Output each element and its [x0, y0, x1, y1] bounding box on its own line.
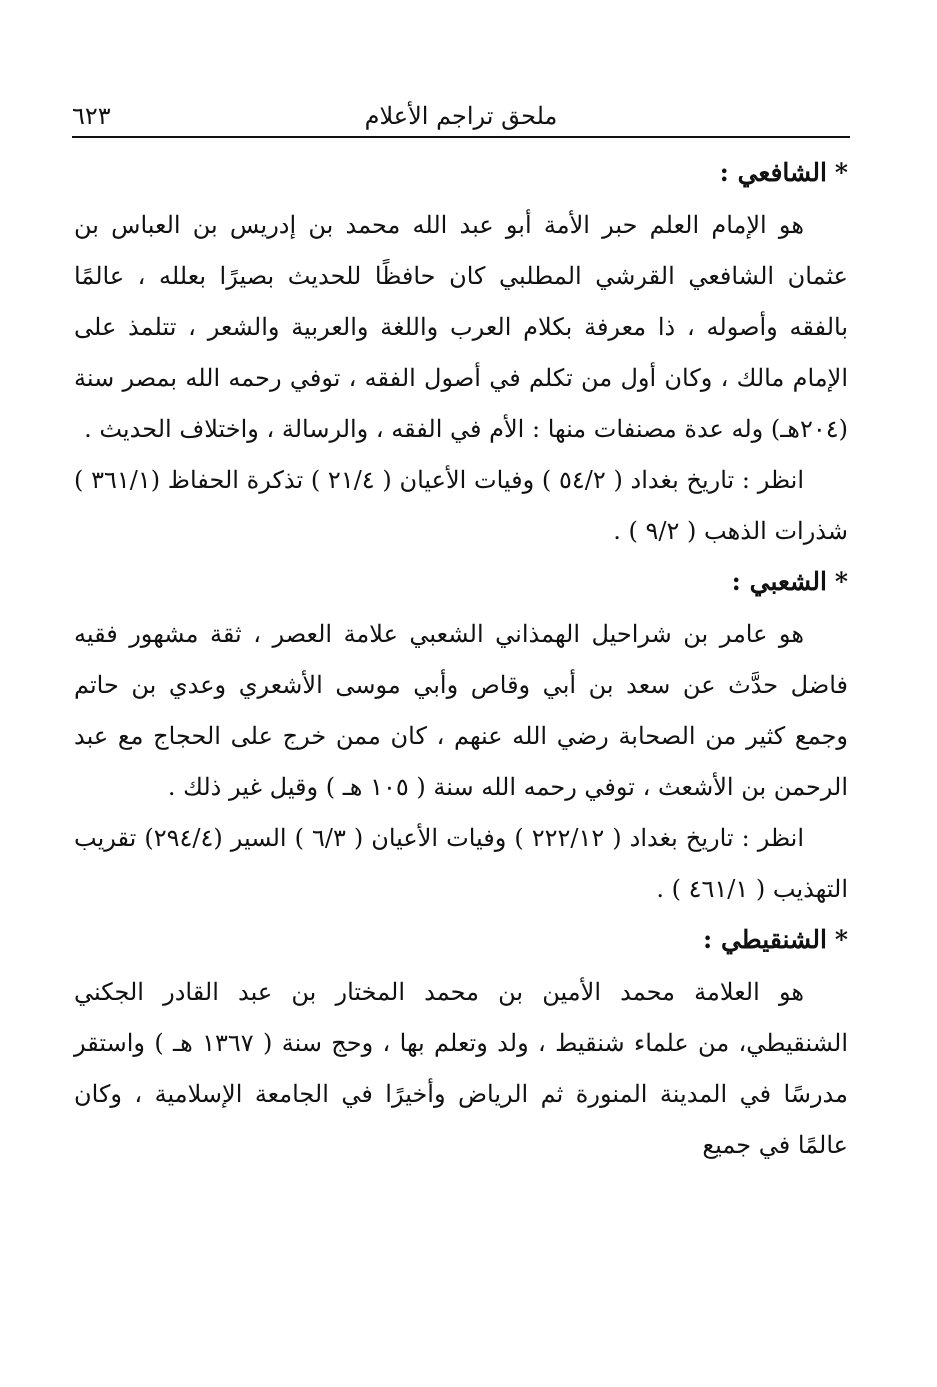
entry-biography: هو عامر بن شراحيل الهمذاني الشعبي علامة العصر ، ثقة مشهور فقيه فاضل حدَّث عن سعد بن أبي وقاص وأبي موسى الأشعري وعدي بن حاتم وجمع كثير من الصحابة رضي الله عنهم ، كان ممن خرج على الحجاج مع عبد الرحمن بن الأشعث ، توفي رحمه الله سنة ( ١٠٥ هـ ) وقيل غير ذلك .: [74, 620, 848, 801]
entry-title: [74, 925, 848, 955]
entry-title: [74, 158, 848, 188]
entry-title-text: الشنقيطي :: [703, 925, 827, 954]
asterisk-marker: *: [834, 158, 848, 187]
entry-sources: انظر : تاريخ بغداد ( ٥٤/٢ ) وفيات الأعيان ( ٢١/٤ ) تذكرة الحفاظ (٣٦١/١ ) شذرات الذهب ( ٩/٢ ) .: [74, 466, 848, 545]
asterisk-marker: *: [834, 925, 848, 954]
entry-biography: هو الإمام العلم حبر الأمة أبو عبد الله محمد بن إدريس بن العباس بن عثمان الشافعي القرشي المطلبي كان حافظًا للحديث بصيرًا بعلله ، عالمًا بالفقه وأصوله ، ذا معرفة بكلام العرب واللغة والعربية والشعر ، تتلمذ على الإمام مالك ، وكان أول من تكلم في أصول الفقه ، توفي رحمه الله بمصر سنة (٢٠٤هـ) وله عدة مصنفات منها : الأم في الفقه ، والرسالة ، واختلاف الحديث .: [74, 211, 848, 443]
entry-sources: انظر : تاريخ بغداد ( ٢٢٢/١٢ ) وفيات الأعيان ( ٦/٣ ) السير (٢٩٤/٤) تقريب التهذيب ( ٤٦١/١ ) .: [74, 824, 848, 903]
entry-shinqiti: [74, 925, 848, 1171]
page-body: [74, 150, 848, 1171]
page-header: [72, 96, 850, 136]
running-title: ملحق تراجم الأعلام: [364, 102, 558, 130]
header-rule: [72, 136, 850, 138]
entry-title-text: الشافعي :: [719, 158, 827, 187]
page-number: ٦٢٣: [72, 102, 111, 130]
entry-title-text: الشعبي :: [731, 567, 827, 596]
entry-shafii: [74, 158, 848, 557]
asterisk-marker: *: [834, 567, 848, 596]
entry-shabi: [74, 567, 848, 915]
entry-title: [74, 567, 848, 597]
entry-biography: هو العلامة محمد الأمين بن محمد المختار بن عبد القادر الجكني الشنقيطي، من علماء شنقيط ، ولد وتعلم بها ، وحج سنة ( ١٣٦٧ هـ ) واستقر مدرسًا في المدينة المنورة ثم الرياض وأخيرًا في الجامعة الإسلامية ، وكان عالمًا في جميع: [74, 978, 848, 1159]
